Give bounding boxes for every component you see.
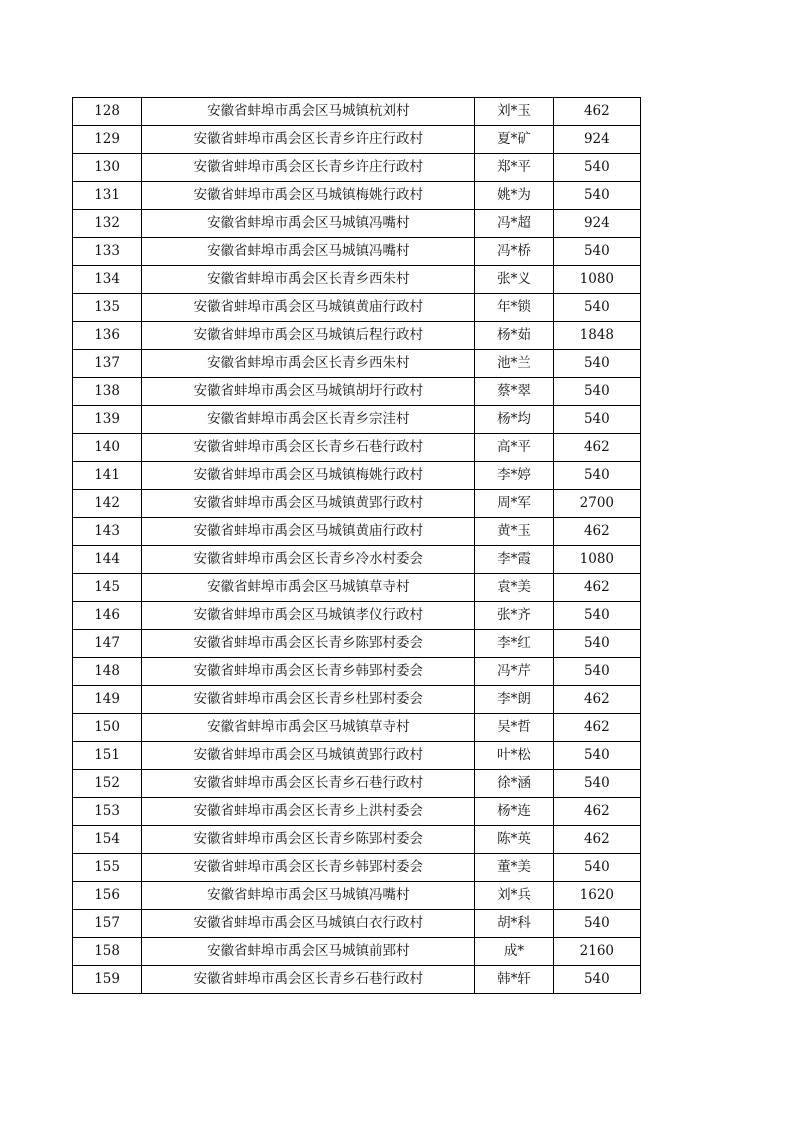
row-number-cell: 129: [73, 126, 142, 154]
table-row: [73, 322, 641, 350]
address-cell: 安徽省蚌埠市禹会区马城镇前郢村: [142, 938, 475, 966]
address-cell: 安徽省蚌埠市禹会区长青乡许庄行政村: [142, 126, 475, 154]
table-row: [73, 546, 641, 574]
row-number-cell: 154: [73, 826, 142, 854]
person-name-cell: 冯*桥: [475, 238, 553, 266]
table-row: [73, 518, 641, 546]
row-number-cell: 132: [73, 210, 142, 238]
address-cell: 安徽省蚌埠市禹会区长青乡石巷行政村: [142, 770, 475, 798]
amount-cell: 540: [553, 742, 640, 770]
address-cell: 安徽省蚌埠市禹会区长青乡韩郢村委会: [142, 658, 475, 686]
address-cell: 安徽省蚌埠市禹会区长青乡西朱村: [142, 266, 475, 294]
row-number-cell: 131: [73, 182, 142, 210]
table-row: [73, 266, 641, 294]
table-row: [73, 574, 641, 602]
row-number-cell: 158: [73, 938, 142, 966]
table-row: [73, 434, 641, 462]
amount-cell: 540: [553, 154, 640, 182]
person-name-cell: 杨*茹: [475, 322, 553, 350]
amount-cell: 540: [553, 406, 640, 434]
row-number-cell: 147: [73, 630, 142, 658]
table-body: [73, 98, 641, 994]
row-number-cell: 142: [73, 490, 142, 518]
row-number-cell: 130: [73, 154, 142, 182]
amount-cell: 462: [553, 826, 640, 854]
amount-cell: 462: [553, 98, 640, 126]
row-number-cell: 137: [73, 350, 142, 378]
person-name-cell: 李*朗: [475, 686, 553, 714]
person-name-cell: 冯*超: [475, 210, 553, 238]
address-cell: 安徽省蚌埠市禹会区长青乡陈郢村委会: [142, 630, 475, 658]
table-row: [73, 182, 641, 210]
amount-cell: 540: [553, 910, 640, 938]
table-row: [73, 406, 641, 434]
person-name-cell: 徐*涵: [475, 770, 553, 798]
table-row: [73, 238, 641, 266]
address-cell: 安徽省蚌埠市禹会区马城镇孝仪行政村: [142, 602, 475, 630]
row-number-cell: 143: [73, 518, 142, 546]
person-name-cell: 姚*为: [475, 182, 553, 210]
address-cell: 安徽省蚌埠市禹会区马城镇黄庙行政村: [142, 518, 475, 546]
row-number-cell: 134: [73, 266, 142, 294]
address-cell: 安徽省蚌埠市禹会区马城镇黄郢行政村: [142, 490, 475, 518]
person-name-cell: 冯*芹: [475, 658, 553, 686]
amount-cell: 2160: [553, 938, 640, 966]
person-name-cell: 年*锁: [475, 294, 553, 322]
table-row: [73, 714, 641, 742]
subsidy-list-table: [72, 97, 641, 994]
row-number-cell: 138: [73, 378, 142, 406]
row-number-cell: 159: [73, 966, 142, 994]
person-name-cell: 张*义: [475, 266, 553, 294]
address-cell: 安徽省蚌埠市禹会区长青乡西朱村: [142, 350, 475, 378]
address-cell: 安徽省蚌埠市禹会区马城镇白衣行政村: [142, 910, 475, 938]
address-cell: 安徽省蚌埠市禹会区长青乡上洪村委会: [142, 798, 475, 826]
table-row: [73, 938, 641, 966]
row-number-cell: 151: [73, 742, 142, 770]
address-cell: 安徽省蚌埠市禹会区长青乡冷水村委会: [142, 546, 475, 574]
row-number-cell: 155: [73, 854, 142, 882]
person-name-cell: 李*婷: [475, 462, 553, 490]
amount-cell: 1848: [553, 322, 640, 350]
amount-cell: 462: [553, 686, 640, 714]
table-row: [73, 98, 641, 126]
address-cell: 安徽省蚌埠市禹会区马城镇梅姚行政村: [142, 182, 475, 210]
table-row: [73, 630, 641, 658]
person-name-cell: 吴*哲: [475, 714, 553, 742]
amount-cell: 462: [553, 798, 640, 826]
amount-cell: 1080: [553, 546, 640, 574]
amount-cell: 540: [553, 770, 640, 798]
person-name-cell: 韩*轩: [475, 966, 553, 994]
row-number-cell: 136: [73, 322, 142, 350]
address-cell: 安徽省蚌埠市禹会区马城镇梅姚行政村: [142, 462, 475, 490]
row-number-cell: 149: [73, 686, 142, 714]
amount-cell: 924: [553, 210, 640, 238]
person-name-cell: 郑*平: [475, 154, 553, 182]
amount-cell: 924: [553, 126, 640, 154]
amount-cell: 540: [553, 294, 640, 322]
table-row: [73, 742, 641, 770]
person-name-cell: 成*: [475, 938, 553, 966]
table-row: [73, 378, 641, 406]
row-number-cell: 152: [73, 770, 142, 798]
amount-cell: 540: [553, 462, 640, 490]
row-number-cell: 146: [73, 602, 142, 630]
person-name-cell: 刘*兵: [475, 882, 553, 910]
person-name-cell: 张*齐: [475, 602, 553, 630]
person-name-cell: 周*军: [475, 490, 553, 518]
table-row: [73, 854, 641, 882]
amount-cell: 540: [553, 238, 640, 266]
address-cell: 安徽省蚌埠市禹会区马城镇黄郢行政村: [142, 742, 475, 770]
row-number-cell: 144: [73, 546, 142, 574]
person-name-cell: 黄*玉: [475, 518, 553, 546]
table-row: [73, 910, 641, 938]
address-cell: 安徽省蚌埠市禹会区马城镇杭刘村: [142, 98, 475, 126]
address-cell: 安徽省蚌埠市禹会区马城镇草寺村: [142, 574, 475, 602]
person-name-cell: 叶*松: [475, 742, 553, 770]
person-name-cell: 胡*科: [475, 910, 553, 938]
person-name-cell: 李*霞: [475, 546, 553, 574]
address-cell: 安徽省蚌埠市禹会区长青乡石巷行政村: [142, 434, 475, 462]
table-row: [73, 210, 641, 238]
address-cell: 安徽省蚌埠市禹会区马城镇冯嘴村: [142, 210, 475, 238]
person-name-cell: 杨*均: [475, 406, 553, 434]
person-name-cell: 夏*矿: [475, 126, 553, 154]
address-cell: 安徽省蚌埠市禹会区马城镇冯嘴村: [142, 882, 475, 910]
table-row: [73, 154, 641, 182]
amount-cell: 540: [553, 966, 640, 994]
row-number-cell: 139: [73, 406, 142, 434]
person-name-cell: 蔡*翠: [475, 378, 553, 406]
address-cell: 安徽省蚌埠市禹会区长青乡陈郢村委会: [142, 826, 475, 854]
address-cell: 安徽省蚌埠市禹会区长青乡许庄行政村: [142, 154, 475, 182]
person-name-cell: 杨*连: [475, 798, 553, 826]
table-row: [73, 658, 641, 686]
address-cell: 安徽省蚌埠市禹会区长青乡杜郢村委会: [142, 686, 475, 714]
row-number-cell: 153: [73, 798, 142, 826]
table-row: [73, 882, 641, 910]
table-row: [73, 826, 641, 854]
row-number-cell: 128: [73, 98, 142, 126]
person-name-cell: 池*兰: [475, 350, 553, 378]
row-number-cell: 157: [73, 910, 142, 938]
amount-cell: 2700: [553, 490, 640, 518]
table-row: [73, 126, 641, 154]
row-number-cell: 150: [73, 714, 142, 742]
amount-cell: 462: [553, 574, 640, 602]
address-cell: 安徽省蚌埠市禹会区长青乡石巷行政村: [142, 966, 475, 994]
table-row: [73, 294, 641, 322]
amount-cell: 540: [553, 182, 640, 210]
table-row: [73, 966, 641, 994]
row-number-cell: 141: [73, 462, 142, 490]
address-cell: 安徽省蚌埠市禹会区马城镇黄庙行政村: [142, 294, 475, 322]
amount-cell: 540: [553, 602, 640, 630]
person-name-cell: 刘*玉: [475, 98, 553, 126]
row-number-cell: 135: [73, 294, 142, 322]
address-cell: 安徽省蚌埠市禹会区长青乡韩郢村委会: [142, 854, 475, 882]
row-number-cell: 133: [73, 238, 142, 266]
table-row: [73, 462, 641, 490]
row-number-cell: 156: [73, 882, 142, 910]
amount-cell: 540: [553, 854, 640, 882]
table-row: [73, 602, 641, 630]
amount-cell: 462: [553, 714, 640, 742]
address-cell: 安徽省蚌埠市禹会区长青乡宗洼村: [142, 406, 475, 434]
row-number-cell: 145: [73, 574, 142, 602]
amount-cell: 1620: [553, 882, 640, 910]
amount-cell: 540: [553, 378, 640, 406]
address-cell: 安徽省蚌埠市禹会区马城镇后程行政村: [142, 322, 475, 350]
table-row: [73, 686, 641, 714]
person-name-cell: 李*红: [475, 630, 553, 658]
address-cell: 安徽省蚌埠市禹会区马城镇草寺村: [142, 714, 475, 742]
address-cell: 安徽省蚌埠市禹会区马城镇冯嘴村: [142, 238, 475, 266]
amount-cell: 1080: [553, 266, 640, 294]
row-number-cell: 140: [73, 434, 142, 462]
table-row: [73, 798, 641, 826]
table-row: [73, 350, 641, 378]
row-number-cell: 148: [73, 658, 142, 686]
amount-cell: 540: [553, 630, 640, 658]
table-row: [73, 770, 641, 798]
table-row: [73, 490, 641, 518]
amount-cell: 462: [553, 434, 640, 462]
amount-cell: 540: [553, 350, 640, 378]
address-cell: 安徽省蚌埠市禹会区马城镇胡圩行政村: [142, 378, 475, 406]
amount-cell: 462: [553, 518, 640, 546]
person-name-cell: 袁*美: [475, 574, 553, 602]
amount-cell: 540: [553, 658, 640, 686]
person-name-cell: 高*平: [475, 434, 553, 462]
person-name-cell: 陈*英: [475, 826, 553, 854]
person-name-cell: 董*美: [475, 854, 553, 882]
